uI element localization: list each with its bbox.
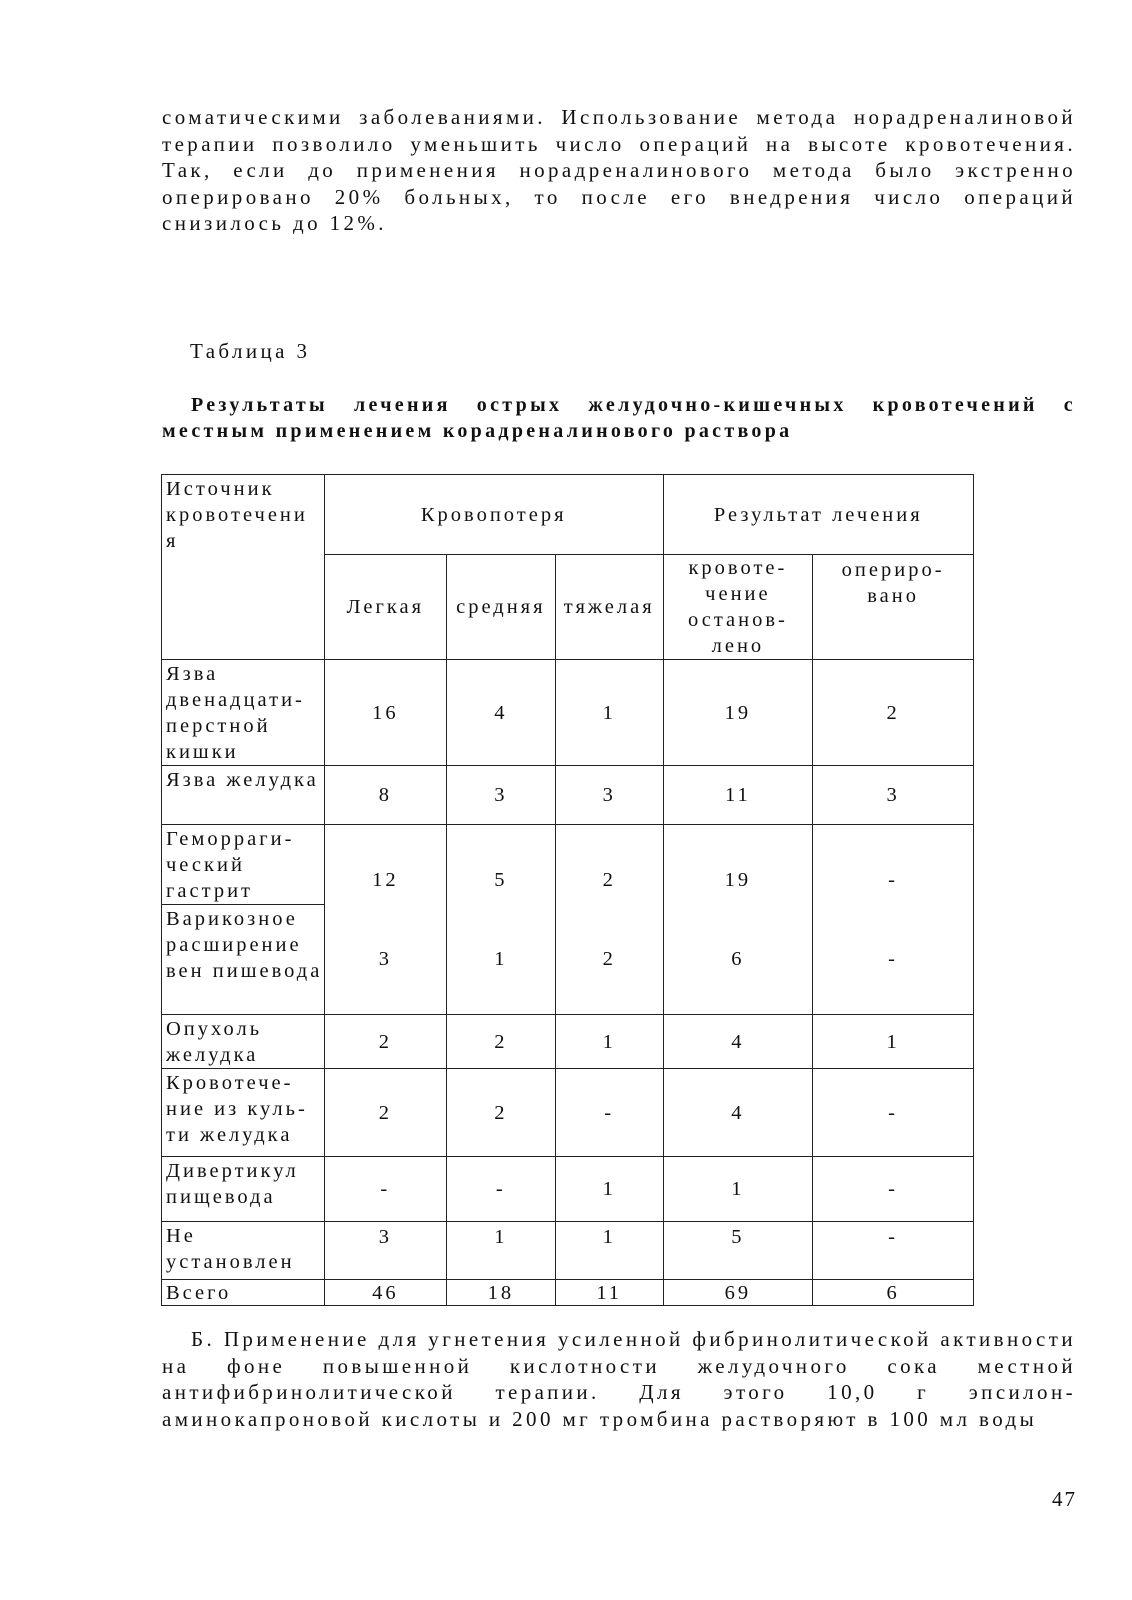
results-table — [161, 474, 974, 1306]
cell-medium: 4 — [446, 660, 555, 766]
table-row — [162, 1015, 974, 1069]
cell-stopped: 5 — [663, 1222, 813, 1280]
cell-medium: 2 — [446, 1069, 555, 1157]
header-stopped: кровоте- чение останов- лено — [663, 555, 813, 660]
cell-operated: - — [813, 1222, 974, 1280]
table-total-row — [162, 1280, 974, 1306]
cell-light: 2 — [324, 1069, 446, 1157]
cell-stopped: 19 — [724, 869, 752, 891]
cell-heavy: - — [555, 1069, 663, 1157]
table-header-row-1 — [162, 475, 974, 555]
header-source: Источник кровотечени я — [162, 475, 325, 660]
row-source: Опухоль желудка — [162, 1015, 325, 1069]
total-medium: 18 — [446, 1280, 555, 1306]
cell-stopped-merged — [663, 825, 813, 1015]
cell-operated: - — [888, 869, 898, 891]
cell-medium: 5 — [494, 869, 508, 891]
cell-heavy: 3 — [555, 766, 663, 825]
cell-light: 12 — [372, 869, 399, 891]
cell-stopped: 6 — [731, 948, 745, 970]
cell-operated: - — [888, 948, 898, 970]
header-heavy: тяжелая — [555, 555, 663, 660]
cell-operated: - — [813, 1157, 974, 1222]
header-blood-loss: Кровопотеря — [324, 475, 663, 555]
cell-stopped: 19 — [663, 660, 813, 766]
table-row — [162, 1157, 974, 1222]
cell-medium: - — [446, 1157, 555, 1222]
cell-light: 3 — [324, 1222, 446, 1280]
cell-heavy: 1 — [555, 1222, 663, 1280]
body-paragraph-bottom: Б. Применение для угнетения усиленной фибринолитической активности на фоне повышенной кислотности желудочного сока местной антифибринолитической терапии. Для этого 10,0 г эпсилон-аминокапроновой кислоты и 200 мг тромбина растворяют в 100 мл воды — [162, 1327, 1076, 1431]
total-heavy: 11 — [555, 1280, 663, 1306]
cell-heavy: 1 — [555, 1157, 663, 1222]
total-operated: 6 — [813, 1280, 974, 1306]
table-row — [162, 1222, 974, 1280]
cell-medium: 1 — [494, 948, 508, 970]
cell-heavy: 1 — [555, 1015, 663, 1069]
table-row — [162, 766, 974, 825]
cell-light-merged-a — [324, 825, 446, 1015]
cell-stopped: 11 — [663, 766, 813, 825]
row-source: Дивертикул пищевода — [162, 1157, 325, 1222]
cell-light: 8 — [324, 766, 446, 825]
header-medium: средняя — [446, 555, 555, 660]
cell-medium-merged — [446, 825, 555, 1015]
cell-stopped: 4 — [663, 1015, 813, 1069]
cell-medium: 3 — [446, 766, 555, 825]
table-row — [162, 1069, 974, 1157]
cell-light: 3 — [378, 948, 392, 970]
total-label: Всего — [162, 1280, 325, 1306]
table-caption-label: Таблица 3 — [190, 339, 311, 363]
row-source: Варикозное расширение вен пишевода — [162, 905, 325, 1015]
total-stopped: 69 — [663, 1280, 813, 1306]
cell-operated: - — [813, 1069, 974, 1157]
header-result: Результат лечения — [663, 475, 973, 555]
cell-operated: 1 — [813, 1015, 974, 1069]
table-row — [162, 660, 974, 766]
row-source: Не установлен — [162, 1222, 325, 1280]
header-light: Легкая — [324, 555, 446, 660]
cell-heavy: 2 — [602, 948, 616, 970]
cell-heavy: 2 — [602, 869, 616, 891]
cell-heavy-merged — [555, 825, 663, 1015]
table-caption-title: Результаты лечения острых желудочно-кишечных кровотечений с местным применением корадреналинового раствора — [162, 394, 1076, 442]
page-number: 47 — [1052, 1487, 1077, 1511]
cell-stopped: 4 — [663, 1069, 813, 1157]
body-paragraph-top: соматическими заболеваниями. Использование метода норадреналиновой терапии позволило уменьшить число операций на высоте кровотечения. Так, если до применения норадреналинового метода было экстренно оперировано 20% больных, то после его внедрения число операций снизилось до 12%. — [162, 105, 1076, 235]
cell-operated-merged — [813, 825, 974, 1015]
cell-operated: 2 — [813, 660, 974, 766]
cell-stopped: 1 — [663, 1157, 813, 1222]
cell-light: - — [324, 1157, 446, 1222]
total-light: 46 — [324, 1280, 446, 1306]
cell-operated: 3 — [813, 766, 974, 825]
cell-medium: 1 — [446, 1222, 555, 1280]
cell-medium: 2 — [446, 1015, 555, 1069]
row-source: Геморраги- ческий гастрит — [162, 825, 325, 905]
table-row — [162, 825, 974, 905]
cell-light: 16 — [324, 660, 446, 766]
header-operated: опериро- вано — [813, 555, 974, 660]
row-source: Кровотече- ние из куль- ти желудка — [162, 1069, 325, 1157]
cell-light: 2 — [324, 1015, 446, 1069]
row-source: Язва желудка — [162, 766, 325, 825]
row-source: Язва двенадцати- перстной кишки — [162, 660, 325, 766]
cell-heavy: 1 — [555, 660, 663, 766]
